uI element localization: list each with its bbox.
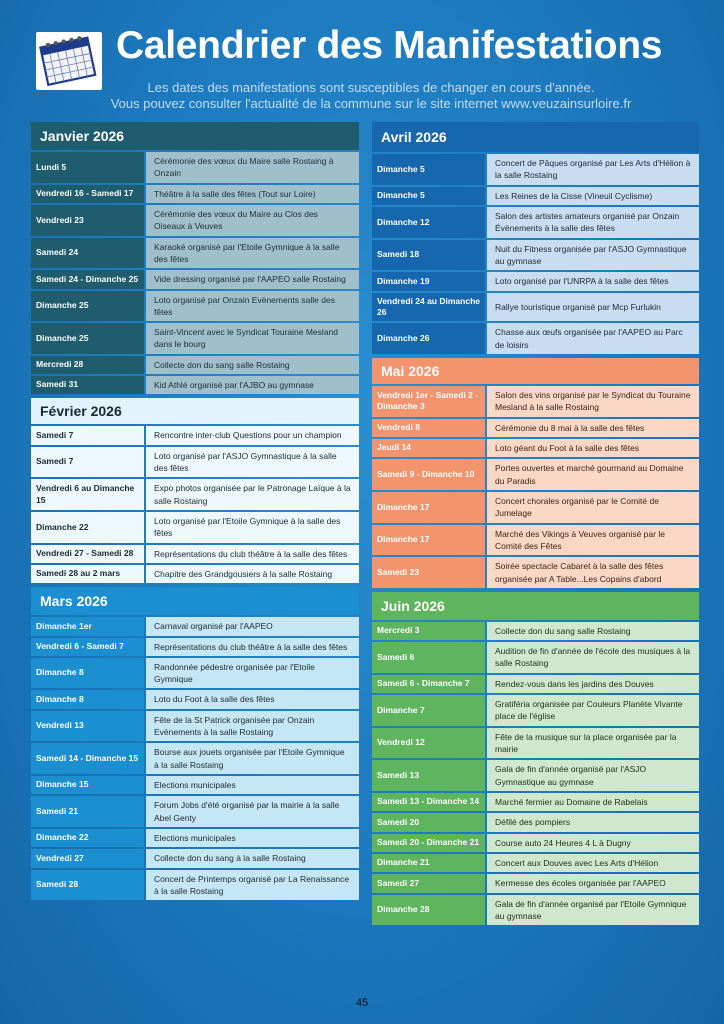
event-row — [372, 419, 699, 437]
event-row — [372, 557, 699, 588]
event-description: Chapitre des Grandgousiers à la salle Rostaing — [146, 565, 359, 583]
event-description: Concert de Printemps organisé par La Renaissance à la salle Rostaing — [146, 870, 359, 901]
event-description: Salon des artistes amateurs organisé par Onzain Évènements à la salle des fêtes — [487, 207, 699, 238]
event-description: Cérémonie des vœux du Maire au Clos des Oiseaux à Veuves — [146, 205, 359, 236]
event-description: Portes ouvertes et marché gourmand au Domaine du Paradis — [487, 459, 699, 490]
event-row — [31, 545, 359, 563]
event-date: Samedi 28 — [31, 870, 144, 901]
right-column — [372, 122, 699, 929]
event-date: Vendredi 6 - Samedi 7 — [31, 638, 144, 656]
subtitle-line-1: Les dates des manifestations sont susceptibles de changer en cours d'année. — [147, 80, 595, 95]
event-description: Karaoké organisé par l'Etoile Gymnique à la salle des fêtes — [146, 238, 359, 269]
event-row — [31, 185, 359, 203]
event-row — [372, 439, 699, 457]
event-row — [31, 565, 359, 583]
month-title: Mars 2026 — [31, 587, 359, 615]
event-row — [372, 760, 699, 791]
event-description: Loto organisé par l'Etoile Gymnique à la salle des fêtes — [146, 512, 359, 543]
event-date: Samedi 20 - Dimanche 21 — [372, 834, 485, 852]
event-row — [31, 323, 359, 354]
event-date: Lundi 5 — [31, 152, 144, 183]
event-date: Dimanche 25 — [31, 323, 144, 354]
event-description: Concert chorales organisé par le Comité de Jumelage — [487, 492, 699, 523]
event-description: Marché fermier au Domaine de Rabelais — [487, 793, 699, 811]
event-row — [372, 240, 699, 271]
month-block-fevrier — [31, 398, 359, 583]
event-description: Vide dressing organisé par l'AAPEO salle Rostaing — [146, 270, 359, 288]
event-date: Samedi 7 — [31, 426, 144, 444]
event-description: Elections municipales — [146, 776, 359, 794]
event-date: Samedi 24 — [31, 238, 144, 269]
event-date: Samedi 23 — [372, 557, 485, 588]
event-date: Dimanche 5 — [372, 154, 485, 185]
month-title: Juin 2026 — [372, 592, 699, 620]
event-row — [31, 447, 359, 478]
month-title: Février 2026 — [31, 398, 359, 424]
event-row — [372, 154, 699, 185]
event-row — [31, 238, 359, 269]
event-date: Dimanche 5 — [372, 187, 485, 205]
event-row — [372, 834, 699, 852]
event-row — [31, 658, 359, 689]
event-description: Bourse aux jouets organisée par l'Etoile Gymnique à la salle Rostaing — [146, 743, 359, 774]
event-description: Loto du Foot à la salle des fêtes — [146, 690, 359, 708]
event-row — [31, 152, 359, 183]
event-date: Dimanche 22 — [31, 512, 144, 543]
event-description: Loto organisé par Onzain Evènements salle des fêtes — [146, 291, 359, 322]
event-description: Saint-Vincent avec le Syndicat Touraine Mesland dans le bourg — [146, 323, 359, 354]
event-row — [372, 386, 699, 417]
event-description: Concert de Pâques organisé par Les Arts d'Hélion à la salle Rostaing — [487, 154, 699, 185]
page-number: 45 — [355, 997, 369, 1009]
event-row — [31, 829, 359, 847]
event-description: Représentations du club théâtre à la salle des fêtes — [146, 545, 359, 563]
event-description: Gala de fin d'année organisé par l'ASJO Gymnastique au gymnase — [487, 760, 699, 791]
event-date: Vendredi 16 - Samedi 17 — [31, 185, 144, 203]
event-date: Dimanche 17 — [372, 525, 485, 556]
event-row — [31, 743, 359, 774]
event-date: Vendredi 24 au Dimanche 26 — [372, 293, 485, 322]
event-description: Salon des vins organisé par le Syndicat du Touraine Mesland à la salle Rostaing — [487, 386, 699, 417]
event-list — [372, 386, 699, 588]
event-description: Audition de fin d'année de l'école des musiques à la salle Rostaing — [487, 642, 699, 673]
event-row — [31, 870, 359, 901]
event-list — [372, 154, 699, 354]
month-block-juin — [372, 592, 699, 925]
event-list — [31, 152, 359, 394]
event-row — [31, 638, 359, 656]
event-date: Samedi 21 — [31, 796, 144, 827]
event-description: Expo photos organisée par le Patronage Laïque à la salle Rostaing — [146, 479, 359, 510]
event-row — [31, 479, 359, 510]
event-date: Dimanche 15 — [31, 776, 144, 794]
event-description: Rencontre inter-club Questions pour un champion — [146, 426, 359, 444]
event-description: Loto organisé par l'UNRPA à la salle des fêtes — [487, 272, 699, 290]
event-date: Dimanche 19 — [372, 272, 485, 290]
event-row — [372, 622, 699, 640]
event-description: Randonnée pédestre organisée par l'Etoile Gymnique — [146, 658, 359, 689]
event-date: Vendredi 13 — [31, 711, 144, 742]
event-row — [31, 376, 359, 394]
event-row — [372, 207, 699, 238]
event-row — [372, 675, 699, 693]
event-description: Gratiféria organisée par Couleurs Planète Vivante place de l'église — [487, 695, 699, 726]
event-description: Cérémonie des vœux du Maire salle Rostaing à Onzain — [146, 152, 359, 183]
event-date: Dimanche 25 — [31, 291, 144, 322]
event-description: Forum Jobs d'été organisé par la mairie à la salle Abel Genty — [146, 796, 359, 827]
event-description: Collecte don du sang à la salle Rostaing — [146, 849, 359, 867]
event-description: Kermesse des écoles organisée par l'AAPEO — [487, 874, 699, 892]
event-date: Samedi 27 — [372, 874, 485, 892]
subtitle-line-2: Vous pouvez consulter l'actualité de la commune sur le site internet www.veuzainsurloire.fr — [110, 96, 632, 111]
event-date: Samedi 31 — [31, 376, 144, 394]
event-list — [372, 622, 699, 925]
event-description: Concert aux Douves avec Les Arts d'Hélion — [487, 854, 699, 872]
event-row — [372, 525, 699, 556]
event-date: Jeudi 14 — [372, 439, 485, 457]
left-column — [31, 122, 359, 904]
event-row — [31, 356, 359, 374]
event-row — [372, 813, 699, 831]
event-row — [372, 459, 699, 490]
event-row — [31, 617, 359, 635]
month-title: Mai 2026 — [372, 358, 699, 384]
event-row — [31, 270, 359, 288]
event-description: Loto géant du Foot à la salle des fêtes — [487, 439, 699, 457]
event-description: Course auto 24 Heures 4 L à Dugny — [487, 834, 699, 852]
event-row — [372, 642, 699, 673]
event-description: Collecte don du sang salle Rostaing — [146, 356, 359, 374]
event-date: Samedi 6 — [372, 642, 485, 673]
event-row — [372, 695, 699, 726]
month-title: Janvier 2026 — [31, 122, 359, 150]
event-row — [372, 293, 699, 322]
event-row — [372, 854, 699, 872]
event-list — [31, 617, 359, 900]
month-block-mars — [31, 587, 359, 900]
event-date: Dimanche 26 — [372, 323, 485, 354]
event-description: Défilé des pompiers — [487, 813, 699, 831]
page-title: Calendrier des Manifestations — [116, 24, 663, 67]
event-description: Carnaval organisé par l'AAPEO — [146, 617, 359, 635]
event-date: Samedi 9 - Dimanche 10 — [372, 459, 485, 490]
event-date: Dimanche 8 — [31, 690, 144, 708]
event-row — [372, 895, 699, 926]
event-date: Vendredi 6 au Dimanche 15 — [31, 479, 144, 510]
event-row — [31, 690, 359, 708]
event-date: Vendredi 12 — [372, 728, 485, 759]
event-date: Mercredi 28 — [31, 356, 144, 374]
event-date: Dimanche 21 — [372, 854, 485, 872]
month-block-avril — [372, 122, 699, 354]
event-row — [31, 796, 359, 827]
event-date: Dimanche 12 — [372, 207, 485, 238]
event-row — [372, 272, 699, 290]
event-date: Vendredi 1er - Samedi 2 - Dimanche 3 — [372, 386, 485, 417]
month-title: Avril 2026 — [372, 122, 699, 152]
event-row — [31, 205, 359, 236]
event-date: Samedi 18 — [372, 240, 485, 271]
event-date: Vendredi 23 — [31, 205, 144, 236]
event-description: Gala de fin d'année organisé par l'Etoile Gymnique au gymnase — [487, 895, 699, 926]
event-date: Samedi 13 - Dimanche 14 — [372, 793, 485, 811]
event-row — [372, 793, 699, 811]
event-description: Fête de la St Patrick organisée par Onzain Evènements à la salle Rostaing — [146, 711, 359, 742]
event-date: Samedi 6 - Dimanche 7 — [372, 675, 485, 693]
event-description: Théâtre à la salle des fêtes (Tout sur Loire) — [146, 185, 359, 203]
event-row — [372, 874, 699, 892]
event-description: Représentations du club théâtre à la salle des fêtes — [146, 638, 359, 656]
event-description: Les Reines de la Cisse (Vineuil Cyclisme) — [487, 187, 699, 205]
event-date: Dimanche 28 — [372, 895, 485, 926]
event-description: Kid Athlé organisé par l'AJBO au gymnase — [146, 376, 359, 394]
event-description: Collecte don du sang salle Rostaing — [487, 622, 699, 640]
event-date: Samedi 20 — [372, 813, 485, 831]
event-date: Dimanche 8 — [31, 658, 144, 689]
event-description: Rendez-vous dans les jardins des Douves — [487, 675, 699, 693]
event-description: Rallye touristique organisé par Mcp Furlukin — [487, 293, 699, 322]
event-date: Dimanche 7 — [372, 695, 485, 726]
event-list — [31, 426, 359, 583]
event-row — [31, 426, 359, 444]
event-date: Dimanche 1er — [31, 617, 144, 635]
event-description: Marché des Vikings à Veuves organisé par le Comité des Fêtes — [487, 525, 699, 556]
event-date: Samedi 14 - Dimanche 15 — [31, 743, 144, 774]
event-row — [372, 323, 699, 354]
event-date: Samedi 13 — [372, 760, 485, 791]
month-block-mai — [372, 358, 699, 588]
event-description: Fête de la musique sur la place organisée par la mairie — [487, 728, 699, 759]
event-description: Nuit du Fitness organisée par l'ASJO Gymnastique au gymnase — [487, 240, 699, 271]
event-description: Cérémonie du 8 mai à la salle des fêtes — [487, 419, 699, 437]
event-row — [31, 849, 359, 867]
event-date: Samedi 7 — [31, 447, 144, 478]
event-description: Soirée spectacle Cabaret à la salle des fêtes organisée par A Table...Les Copains d'abord — [487, 557, 699, 588]
month-block-janvier — [31, 122, 359, 394]
event-row — [372, 728, 699, 759]
event-date: Samedi 24 - Dimanche 25 — [31, 270, 144, 288]
event-row — [31, 291, 359, 322]
event-row — [31, 711, 359, 742]
event-date: Vendredi 27 — [31, 849, 144, 867]
event-description: Elections municipales — [146, 829, 359, 847]
event-date: Vendredi 27 - Samedi 28 — [31, 545, 144, 563]
event-description: Chasse aux œufs organisée par l'AAPEO au Parc de loisirs — [487, 323, 699, 354]
event-row — [31, 776, 359, 794]
event-date: Dimanche 17 — [372, 492, 485, 523]
event-row — [372, 187, 699, 205]
event-date: Samedi 28 au 2 mars — [31, 565, 144, 583]
event-date: Dimanche 22 — [31, 829, 144, 847]
event-date: Mercredi 3 — [372, 622, 485, 640]
event-row — [31, 512, 359, 543]
event-row — [372, 492, 699, 523]
page-header — [0, 0, 724, 120]
event-date: Vendredi 8 — [372, 419, 485, 437]
event-description: Loto organisé par l'ASJO Gymnastique à la salle des fêtes — [146, 447, 359, 478]
